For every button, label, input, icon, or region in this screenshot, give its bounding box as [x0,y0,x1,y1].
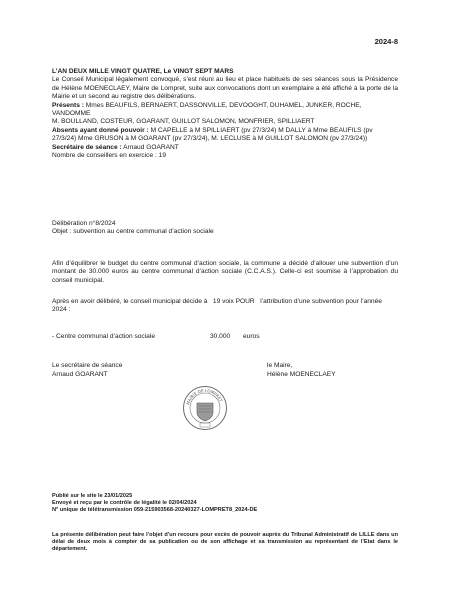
session-convocation-paragraph: Le Conseil Municipal légalement convoqué, s’est réuni au lieu et place habituels de ses séances sous la Présidence de Hélène MOENECLAEY, Maire de Lompret, suite aux convocations dont un exemplaire a été affiché à la porte de la Mairie et un second au registre des délibérations. [52,76,398,101]
deliberation-number: Délibération n°8/2024 [52,220,116,227]
line-item-label: - Centre communal d’action sociale [52,333,155,340]
mayor-signature-name: Hélène MOENECLAEY [267,371,336,378]
published-date: Publié sur le site le 23/01/2025 [52,493,133,499]
appeal-notice: La présente délibération peut faire l’objet d’un recours pour excès de pouvoir auprès du Tribunal Administratif de LILLE dans un délai de deux mois à compter de sa publication ou de son affichage et sa transmission au représentant de l’Etat dans le département. [52,532,398,553]
decision-votes: 19 voix POUR [212,298,255,305]
transmission-number: N° unique de télétransmission 059-215903568-20240327-LOMPRET8_2024-DE [52,507,258,514]
decision-end: l’attribution d’une subvention pour l’année 2024 : [52,298,382,314]
presents-members-men: M. BOULLAND, COSTEUR, GOARANT, GUILLOT SALOMON, MONFRIER, SPILLIAERT [52,118,315,126]
document-reference: 2024-8 [374,37,398,46]
session-date-title: L’AN DEUX MILLE VINGT QUATRE, Le VINGT SEPT MARS [52,68,234,75]
mayor-signature-title: le Maire, [267,362,293,369]
secretary-name: Arnaud GOARANT [123,143,179,151]
presents-members: Mmes BEAUFILS, BERNAERT, DASSONVILLE, DEVOOGHT, DUHAMEL, JUNKER, ROCHE, VANDOMME [52,101,362,118]
publication-footer [52,493,398,515]
deliberation-heading [52,220,398,237]
secretary-signature-name: Arnaud GOARANT [52,371,108,378]
legality-control: Envoyé et reçu par le contrôle de légalité le 02/04/2024 [52,500,197,507]
line-item-unit: euros [243,333,260,340]
line-item-amount: 30.000 [210,333,231,340]
svg-text:MAIRIE DE LOMPRET: MAIRIE DE LOMPRET [185,387,224,406]
preamble [52,68,398,160]
secretary-line [52,144,398,152]
body-paragraph: Afin d’équilibrer le budget du centre communal d’action sociale, la commune a décidé d’allouer une subvention d’un montant de 30.000 euros au centre communal d’action sociale (C.C.A.S.). Celle-ci est soumise à l’approbation du conseil municipal. [52,260,398,284]
absents-proxies: M CAPELLE à M SPILLIAERT (pv 27/3/24) M DALLY à Mme BEAUFILS (pv 27/3/24) Mme GRUSON à M GOARANT (pv 27/3/24), M. LECLUSE à M GUILLOT SALOMON (pv 27/3/24)) [52,126,373,143]
secretary-label: Secrétaire de séance : [52,143,122,151]
decision-start: Après en avoir délibéré, le conseil municipal décide à [52,298,208,305]
absents-label: Absents ayant donné pouvoir : [52,126,149,134]
presents-line [52,102,398,119]
deliberation-object: Objet : subvention au centre communal d’action sociale [52,228,214,236]
presents-label: Présents : [52,101,84,109]
decision-paragraph [52,298,398,315]
counsellors-count: Nombre de conseillers en exercice : 19 [52,152,166,160]
absents-line [52,127,398,144]
secretary-signature-title: Le secrétaire de séance [52,362,123,369]
town-seal-stamp [182,385,228,431]
